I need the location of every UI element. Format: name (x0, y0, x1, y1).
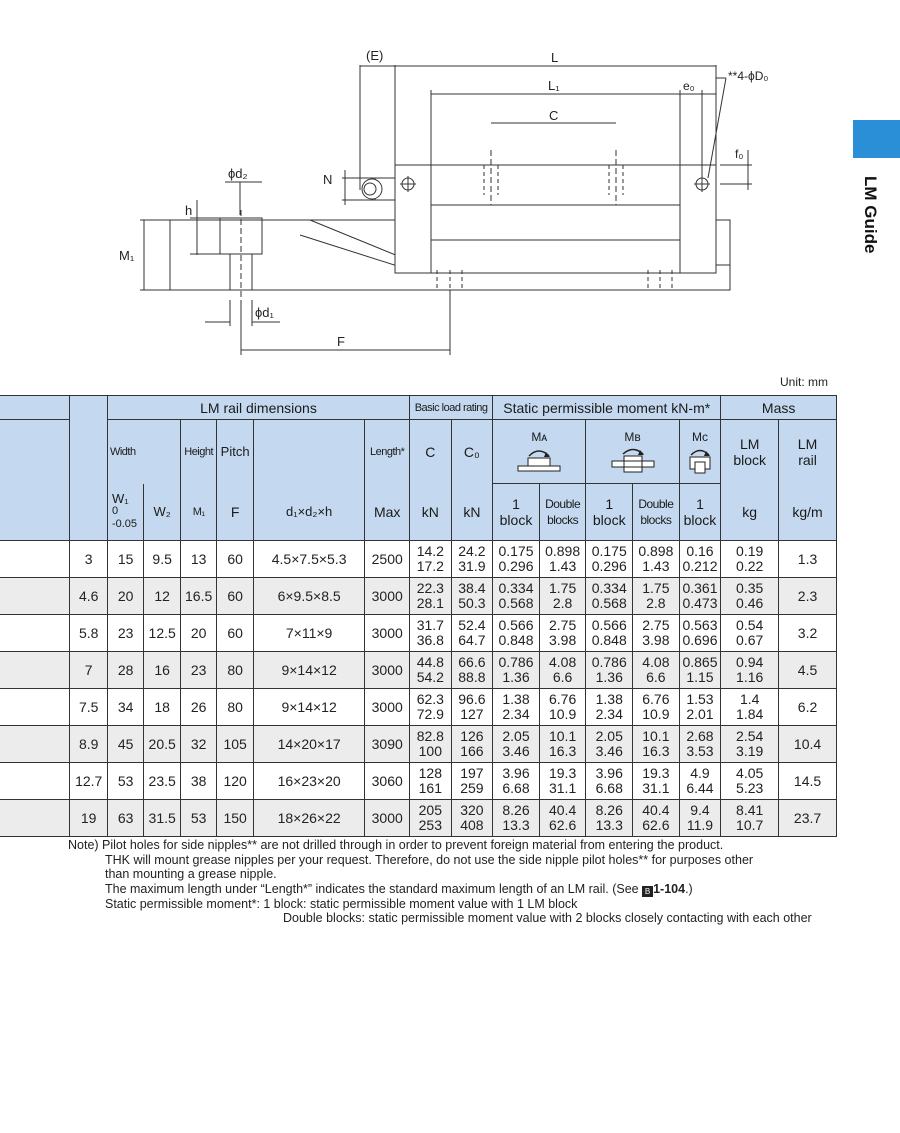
cell-mb1: 0.566 0.848 (586, 615, 633, 652)
header-lm-block: LM block (721, 420, 779, 484)
cell-mb2: 6.76 10.9 (633, 689, 680, 726)
moment-a-icon (516, 446, 562, 474)
cell-ma2: 1.75 2.8 (539, 578, 586, 615)
cell-h3: 3 (70, 541, 108, 578)
cell-f: 120 (217, 763, 253, 800)
header-dxh: d₁×d₂×h (253, 484, 365, 541)
cell-rail: 3.2 (779, 615, 837, 652)
unit-label: Unit: mm (780, 375, 828, 389)
cell-ma1: 0.786 1.36 (493, 652, 540, 689)
header-MA-1block: 1 block (493, 484, 540, 541)
cell-rail: 4.5 (779, 652, 837, 689)
header-MB: Mʙ (586, 420, 679, 484)
table-row (0, 726, 837, 763)
cell-mb1: 0.175 0.296 (586, 541, 633, 578)
cell-ma1: 3.96 6.68 (493, 763, 540, 800)
cell-f: 80 (217, 689, 253, 726)
cell-c: 31.7 36.8 (410, 615, 452, 652)
header-MA: Mᴀ (493, 420, 586, 484)
cell-c: 14.2 17.2 (410, 541, 452, 578)
cell-ma2: 4.08 6.6 (539, 652, 586, 689)
header-length: Length* (365, 420, 410, 484)
header-max: Max (365, 484, 410, 541)
cell-dxh: 18×26×22 (253, 800, 365, 837)
cell-ma1: 2.05 3.46 (493, 726, 540, 763)
cell-mc: 0.865 1.15 (679, 652, 721, 689)
cell-w2: 9.5 (144, 541, 180, 578)
cell-rail: 23.7 (779, 800, 837, 837)
cell-ma2: 40.4 62.6 (539, 800, 586, 837)
technical-drawing (0, 0, 900, 360)
header-height: Height (180, 420, 216, 484)
note-line: Note) Pilot holes for side nipples** are not drilled through in order to prevent foreign material from entering the product. (68, 838, 724, 852)
cell-mb1: 2.05 3.46 (586, 726, 633, 763)
cell-dxh: 9×14×12 (253, 689, 365, 726)
moment-c-icon (685, 446, 715, 474)
dim-d2-label: ϕd₂ (228, 166, 248, 181)
cell-dxh: 4.5×7.5×5.3 (253, 541, 365, 578)
cell-m1: 26 (180, 689, 216, 726)
header-C-unit: kN (410, 484, 452, 541)
cell-h3: 5.8 (70, 615, 108, 652)
cell-c0: 24.2 31.9 (451, 541, 493, 578)
cell-mb1: 0.334 0.568 (586, 578, 633, 615)
cell-rail: 6.2 (779, 689, 837, 726)
header-MC-1block: 1 block (679, 484, 721, 541)
cell-c0: 66.6 88.8 (451, 652, 493, 689)
cell-f: 150 (217, 800, 253, 837)
header-rail-dimensions: LM rail dimensions (107, 396, 409, 420)
table-body (0, 541, 837, 837)
cell-w2: 23.5 (144, 763, 180, 800)
cell-f: 80 (217, 652, 253, 689)
cell-ma2: 2.75 3.98 (539, 615, 586, 652)
cell-w1: 28 (107, 652, 143, 689)
cell-ma1: 8.26 13.3 (493, 800, 540, 837)
cell-ma1: 0.334 0.568 (493, 578, 540, 615)
cell-block: 0.19 0.22 (721, 541, 779, 578)
cell-ma2: 19.3 31.1 (539, 763, 586, 800)
cell-ma1: 0.175 0.296 (493, 541, 540, 578)
table-row (0, 689, 837, 726)
note-line: than mounting a grease nipple. (105, 867, 277, 881)
header-h3-top (70, 396, 108, 541)
cell-w1: 34 (107, 689, 143, 726)
cell-mb1: 0.786 1.36 (586, 652, 633, 689)
cell-mb2: 0.898 1.43 (633, 541, 680, 578)
cell-len: 3000 (365, 578, 410, 615)
cell-dxh: 6×9.5×8.5 (253, 578, 365, 615)
cell-m1: 53 (180, 800, 216, 837)
cell-dxh: 9×14×12 (253, 652, 365, 689)
dim-N-label: N (323, 172, 333, 187)
header-static-moment: Static permissible moment kN-m* (493, 396, 721, 420)
header-rail-unit: kg/m (779, 484, 837, 541)
cell-f: 60 (217, 541, 253, 578)
note-line: The maximum length under “Length*” indicates the standard maximum length of an LM rail. (See B 1-104.) (105, 881, 693, 896)
header-block-unit: kg (721, 484, 779, 541)
cell-h3: 8.9 (70, 726, 108, 763)
cell-c0: 52.4 64.7 (451, 615, 493, 652)
table-row (0, 541, 837, 578)
cell-w2: 31.5 (144, 800, 180, 837)
cell-c: 205 253 (410, 800, 452, 837)
note-line: Double blocks: static permissible moment value with 2 blocks closely contacting with each other (283, 911, 812, 925)
cell-mc: 1.53 2.01 (679, 689, 721, 726)
cell-len: 3060 (365, 763, 410, 800)
dim-E-label: (E) (366, 48, 384, 63)
cell-ma1: 0.566 0.848 (493, 615, 540, 652)
cell-mb2: 1.75 2.8 (633, 578, 680, 615)
header-C0-unit: kN (451, 484, 493, 541)
cell-mc: 0.563 0.696 (679, 615, 721, 652)
cell-ma2: 6.76 10.9 (539, 689, 586, 726)
table-row (0, 763, 837, 800)
cell-h3: 7 (70, 652, 108, 689)
cell-f: 60 (217, 615, 253, 652)
header-MC: Mᴄ (679, 420, 721, 484)
cell-mb2: 4.08 6.6 (633, 652, 680, 689)
header-pitch: Pitch (217, 420, 253, 484)
cell-len: 3000 (365, 615, 410, 652)
cell-c: 62.3 72.9 (410, 689, 452, 726)
moment-b-icon (610, 446, 656, 474)
header-lm-rail: LM rail (779, 420, 837, 484)
cell-mb2: 2.75 3.98 (633, 615, 680, 652)
cell-c0: 38.4 50.3 (451, 578, 493, 615)
cell-dxh: 7×11×9 (253, 615, 365, 652)
header-C0: C₀ (451, 420, 493, 484)
cell-f: 105 (217, 726, 253, 763)
cell-block: 2.54 3.19 (721, 726, 779, 763)
cell-ma2: 0.898 1.43 (539, 541, 586, 578)
cell-m1: 23 (180, 652, 216, 689)
header-F: F (217, 484, 253, 541)
cell-mb1: 3.96 6.68 (586, 763, 633, 800)
cell-mb2: 19.3 31.1 (633, 763, 680, 800)
cell-block: 0.94 1.16 (721, 652, 779, 689)
table-row (0, 652, 837, 689)
cell-w2: 20.5 (144, 726, 180, 763)
cell-mb2: 10.1 16.3 (633, 726, 680, 763)
section-label: LM Guide (861, 176, 880, 254)
cell-len: 2500 (365, 541, 410, 578)
notes (68, 838, 848, 926)
cell-h3: 4.6 (70, 578, 108, 615)
cell-c: 82.8 100 (410, 726, 452, 763)
cell-w1: 15 (107, 541, 143, 578)
dim-d1-label: ϕd₁ (255, 305, 274, 320)
cell-w2: 12 (144, 578, 180, 615)
cell-block: 8.41 10.7 (721, 800, 779, 837)
header-M1: M₁ (180, 484, 216, 541)
cell-c: 22.3 28.1 (410, 578, 452, 615)
header-W2: W₂ (144, 484, 180, 541)
header-MB-double: Double blocks (633, 484, 680, 541)
header-MB-1block: 1 block (586, 484, 633, 541)
cell-h3: 12.7 (70, 763, 108, 800)
specification-table: LM rail dimensions Basic load rating Static permissible moment kN-m* Mass Width Height Pitch Length* C C₀ Mᴀ Mʙ Mᴄ LM block LM rail W₁ 0 -0.05 W₂ M₁ F d₁×d₂×h Max kN kN 1 block Double blocks 1 block Double blocks 1 block kg kg/m 3 15 9.5 13 60 4.5×7.5×5.3 2500 14.2 17.2 24.2 31.9 0.175 0.296 0.898 1.43 0.175 0.296 0.898 1.43 0.16 0.212 0.19 0.22 1.3 4.6 20 12 16.5 60 6×9.5×8.5 3000 22.3 28.1 38.4 50.3 0.334 0.568 1.75 2.8 0.334 0.568 1.75 2.8 0.361 0.473 0.35 0.46 2.3 5.8 23 12.5 20 60 7×11×9 3000 31.7 36.8 52.4 64.7 0.566 0.848 2.75 3.98 0.566 0.848 2.75 3.98 0.563 0.696 0.54 0.67 3.2 7 28 16 23 80 9×14×12 3000 44.8 54.2 66.6 88.8 0.786 1.36 4.08 6.6 0.786 1.36 4.08 6.6 0.865 1.15 0.94 1.16 4.5 7.5 34 18 26 80 9×14×12 3000 62.3 72.9 96.6 127 1.38 2.34 6.76 10.9 1.38 2.34 6.76 10.9 1.53 2.01 1.4 1.84 6.2 8.9 45 20.5 32 105 14×20×17 3090 82.8 100 126 166 2.05 3.46 10.1 16.3 2.05 3.46 10.1 16.3 2.68 3.53 2.54 3.19 10.4 12.7 53 23.5 38 120 16×23×20 3060 128 161 197 259 3.96 6.68 19.3 31.1 3.96 6.68 19.3 31.1 4.9 6.44 4.05 5.23 14.5 19 63 31.5 53 150 18×26×22 3000 205 253 320 408 8.26 13.3 40.4 62.6 8.26 13.3 40.4 62.6 9.4 11.9 8.41 10.7 23.7 (0, 395, 837, 837)
cell-w1: 45 (107, 726, 143, 763)
cell-mc: 0.361 0.473 (679, 578, 721, 615)
header-MA-double: Double blocks (539, 484, 586, 541)
cell-ma1: 1.38 2.34 (493, 689, 540, 726)
cell-mb1: 8.26 13.3 (586, 800, 633, 837)
cell-block: 4.05 5.23 (721, 763, 779, 800)
cell-w1: 23 (107, 615, 143, 652)
dim-L1-label: L₁ (548, 78, 560, 93)
cell-len: 3000 (365, 800, 410, 837)
cell-f: 60 (217, 578, 253, 615)
cell-w1: 20 (107, 578, 143, 615)
cell-h3: 19 (70, 800, 108, 837)
cell-block: 0.35 0.46 (721, 578, 779, 615)
dim-D0-label: **4-ϕD₀ (728, 69, 769, 83)
cell-rail: 1.3 (779, 541, 837, 578)
table-row (0, 578, 837, 615)
cell-m1: 16.5 (180, 578, 216, 615)
cell-w1: 63 (107, 800, 143, 837)
cell-mb2: 40.4 62.6 (633, 800, 680, 837)
cell-mc: 0.16 0.212 (679, 541, 721, 578)
dim-f0-label: f₀ (735, 147, 744, 161)
cell-len: 3000 (365, 652, 410, 689)
cell-w2: 18 (144, 689, 180, 726)
dim-F-label: F (337, 334, 345, 349)
cell-c0: 320 408 (451, 800, 493, 837)
dim-C-label: C (549, 108, 559, 123)
cell-ma2: 10.1 16.3 (539, 726, 586, 763)
cell-m1: 20 (180, 615, 216, 652)
cell-dxh: 16×23×20 (253, 763, 365, 800)
dim-L-label: L (551, 50, 559, 65)
cell-w2: 12.5 (144, 615, 180, 652)
cell-c0: 126 166 (451, 726, 493, 763)
header-mass: Mass (721, 396, 837, 420)
cell-dxh: 14×20×17 (253, 726, 365, 763)
cell-mc: 4.9 6.44 (679, 763, 721, 800)
header-width: Width (107, 420, 180, 484)
cell-c0: 197 259 (451, 763, 493, 800)
book-icon: B (642, 886, 653, 897)
cell-len: 3000 (365, 689, 410, 726)
cell-mc: 9.4 11.9 (679, 800, 721, 837)
dim-M1-label: M₁ (119, 248, 135, 263)
cell-c0: 96.6 127 (451, 689, 493, 726)
cell-rail: 10.4 (779, 726, 837, 763)
cell-len: 3090 (365, 726, 410, 763)
header-C: C (410, 420, 452, 484)
cell-rail: 14.5 (779, 763, 837, 800)
dim-e0-label: e₀ (683, 79, 695, 93)
cell-mc: 2.68 3.53 (679, 726, 721, 763)
cell-rail: 2.3 (779, 578, 837, 615)
cell-w1: 53 (107, 763, 143, 800)
dim-h-label: h (185, 203, 193, 218)
cell-m1: 13 (180, 541, 216, 578)
note-line: THK will mount grease nipples per your request. Therefore, do not use the side nipple pilot holes** for purposes other (105, 852, 754, 867)
cell-block: 0.54 0.67 (721, 615, 779, 652)
cell-block: 1.4 1.84 (721, 689, 779, 726)
table-row (0, 800, 837, 837)
cell-c: 44.8 54.2 (410, 652, 452, 689)
cell-m1: 38 (180, 763, 216, 800)
table-row (0, 615, 837, 652)
cell-mb1: 1.38 2.34 (586, 689, 633, 726)
cell-c: 128 161 (410, 763, 452, 800)
cell-h3: 7.5 (70, 689, 108, 726)
header-blank (0, 396, 70, 420)
cell-m1: 32 (180, 726, 216, 763)
cell-w2: 16 (144, 652, 180, 689)
header-basic-load-rating: Basic load rating (410, 396, 493, 420)
page-reference[interactable]: 1-104 (653, 881, 686, 896)
note-line: Static permissible moment*: 1 block: static permissible moment value with 1 LM block (105, 896, 578, 911)
